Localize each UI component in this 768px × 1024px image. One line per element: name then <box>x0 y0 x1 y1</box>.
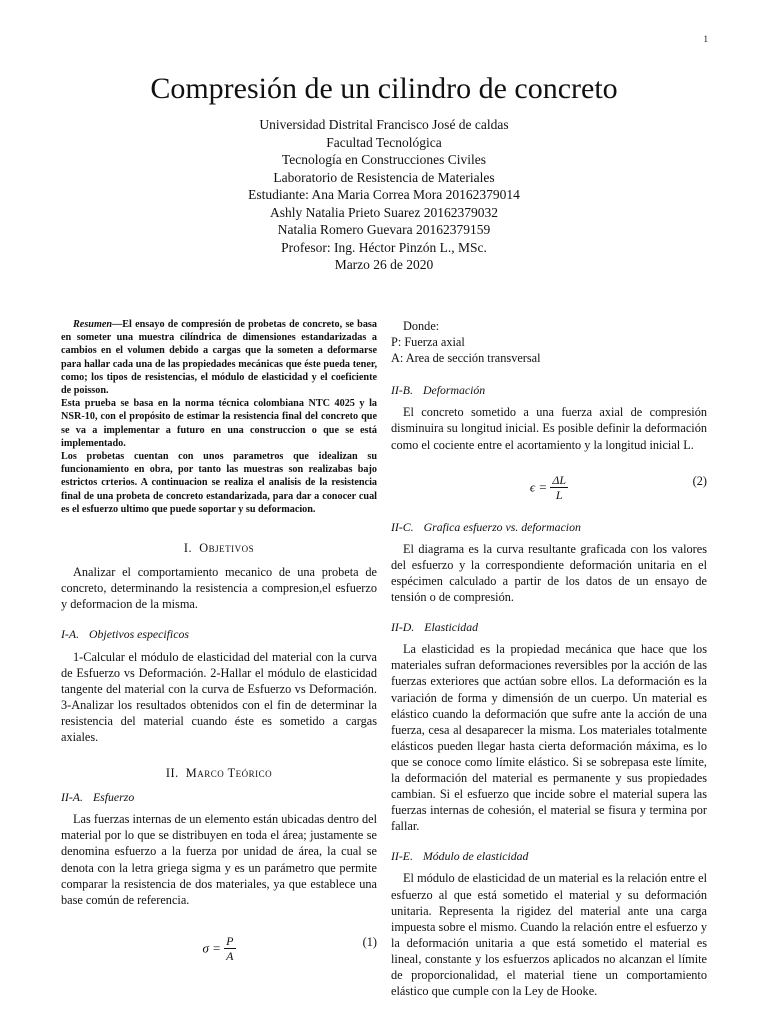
abstract-dash: — <box>112 319 123 330</box>
subsection-title: Objetivos especificos <box>89 627 189 642</box>
equation-lhs: ϵ = <box>529 479 548 495</box>
author-line: Natalia Romero Guevara 20162379159 <box>277 222 491 237</box>
equation-2 <box>391 465 707 505</box>
fraction <box>224 934 235 963</box>
subsection-number: II-D. <box>391 620 415 635</box>
fraction-numerator: ΔL <box>552 472 567 487</box>
professor-line: Profesor: Ing. Héctor Pinzón L., MSc. <box>281 239 487 255</box>
subsection-number: II-A. <box>61 790 83 805</box>
right-column <box>391 318 707 999</box>
section-title: Objetivos <box>199 541 255 556</box>
equation-label: (2) <box>692 473 707 488</box>
abstract-paragraph <box>61 318 377 397</box>
subsection-paragraph: 1-Calcular el módulo de elasticidad del material con la curva de Esfuerzo vs Deformación. 2-Hallar el módulo de elasticidad tangente del material con la curva de Esfuerzo vs Deformación. 3-Analizar los resultados obtenidos con el fin de determinar la resistencia del material cuando éste es sometido a cargas axiales. <box>61 649 377 744</box>
subsection-heading <box>391 519 707 535</box>
equation-lhs: σ = <box>202 940 221 956</box>
section-number: II. <box>165 766 179 781</box>
author-line: Ashly Natalia Prieto Suarez 20162379032 <box>270 204 498 220</box>
subsection-paragraph: La elasticidad es la propiedad mecánica que hace que los materiales sufran deformaciones reversibles por la acción de las fuerzas exteriores que actúan sobre ellos. La deformación es la variación de forma y dimensión de un cuerpo. Un material es elástico cuando la deformación que sufre ante la acción de una fuerza, cesa al desaparecer la misma. Los materiales totalmente elásticos pueden llegar hasta cierta deformación máxima, es lo que se conoce como límite elástico. Si se sobrepasa este límite, la deformación del material es permanente y sus propiedades cambian. Si el esfuerzo que incide sobre el material supera las fuerzas internas de cohesión, el material se fisura y termina por fallar. <box>391 642 707 834</box>
subsection-title: Esfuerzo <box>92 790 135 805</box>
section-title: Marco Teórico <box>185 766 273 781</box>
affiliation-line: Universidad Distrital Francisco José de caldas <box>259 117 509 132</box>
subsection-title: Elasticidad <box>424 620 479 635</box>
abstract-label: Resumen <box>73 319 113 330</box>
author-line: Estudiante: Ana Maria Correa Mora 20162379014 <box>248 187 520 202</box>
subsection-heading <box>61 789 377 805</box>
section-heading <box>61 765 377 781</box>
paper-title: Compresión de un cilindro de concreto <box>150 72 618 105</box>
abstract <box>61 318 377 516</box>
subsection-paragraph: El diagrama es la curva resultante graficada con los valores del esfuerzo y la correspondiente deformación unitaria en el espécimen calculado a partir de los datos de un ensayo de tensión o de compresión. <box>391 541 707 605</box>
fraction-denominator: L <box>555 487 563 502</box>
fraction-denominator: A <box>226 948 234 963</box>
abstract-paragraph: Esta prueba se basa en la norma técnica colombiana NTC 4025 y la NSR-10, con el propósito de estimar la resistencia final del concreto que se va a implementar a futuro en una construccion o que se está implementado. <box>61 398 377 449</box>
subsection-title: Grafica esfuerzo vs. deformacion <box>423 519 581 534</box>
subsection-title: Deformación <box>422 383 486 398</box>
equation-expression <box>391 473 707 502</box>
subsection-heading <box>61 626 377 642</box>
donde-label: Donde: <box>403 319 440 333</box>
subsection-title: Módulo de elasticidad <box>422 849 529 864</box>
author-block <box>0 116 768 274</box>
page-number: 1 <box>703 34 708 44</box>
variable-definition: P: Fuerza axial <box>391 335 465 350</box>
subsection-number: I-A. <box>61 627 80 642</box>
affiliation-line: Facultad Tecnológica <box>326 134 442 150</box>
affiliation-line: Laboratorio de Resistencia de Materiales <box>273 169 495 185</box>
fraction <box>550 473 568 502</box>
section-number: I. <box>183 541 193 556</box>
abstract-text: El ensayo de compresión de probetas de concreto, se basa en someter una muestra cilíndrica de dimensiones estandarizadas a cambios en el volumen debido a cargas que la someten a deformarse para hallar cada una de las propiedades mecánicas que éste pueda tener, como; los tipos de resistencias, el módulo de elasticidad y el coeficiente de poisson. <box>61 319 377 397</box>
variable-definition: A: Area de sección transversal <box>391 351 541 366</box>
fraction-numerator: P <box>226 933 234 948</box>
equation-expression <box>61 934 377 963</box>
equation-label: (1) <box>362 934 377 949</box>
left-column <box>61 318 377 978</box>
subsection-paragraph: El módulo de elasticidad de un material es la relación entre el esfuerzo al que está sometido el material y su deformación unitaria. Representa la rigidez del material ante una carga impuesta sobre el mismo. Cuando la relación entre el esfuerzo y la deformación unitaria a que está sometido el material es lineal, constante y los esfuerzos aplicados no alcanzan el límite de proporcionalidad, el material tiene un comportamiento elástico que cumple con la Ley de Hooke. <box>391 871 707 999</box>
equation-1 <box>61 926 377 966</box>
affiliation-line: Tecnología en Construcciones Civiles <box>281 152 487 167</box>
section-heading <box>61 540 377 556</box>
date-line: Marzo 26 de 2020 <box>334 257 434 272</box>
subsection-heading <box>391 382 707 398</box>
subsection-number: II-B. <box>391 383 413 398</box>
subsection-heading <box>391 619 707 635</box>
subsection-number: II-C. <box>391 519 414 534</box>
section-paragraph: Analizar el comportamiento mecanico de una probeta de concreto, determinando la resistencia a compresion,el esfuerzo y deformacion de la misma. <box>61 565 377 612</box>
subsection-paragraph: El concreto sometido a una fuerza axial de compresión disminuira su longitud inicial. Es posible definir la deformación como el cociente entre el acortamiento y la longitud inicial L. <box>391 405 707 452</box>
subsection-paragraph: Las fuerzas internas de un elemento están ubicadas dentro del material por lo que se distribuyen en toda el área; justamente se denomina esfuerzo a la fuerza por unidad de área, la cual se denota con la letra griega sigma y es un parámetro que permite comparar la resistencia de dos materiales, ya que establece una base común de referencia. <box>61 812 377 907</box>
subsection-heading <box>391 848 707 864</box>
subsection-number: II-E. <box>391 849 413 864</box>
abstract-paragraph: Los probetas cuentan con unos parametros que idealizan su funcionamiento en obra, por tanto las muestras son realizabas bajo estrictos crterios. A continuacion se realiza el analisis de la resistencia final de una probeta de concreto estandarizada, para dar a conocer cual es el esfuerzo ultimo que puede soportar y su deformacion. <box>61 451 377 515</box>
